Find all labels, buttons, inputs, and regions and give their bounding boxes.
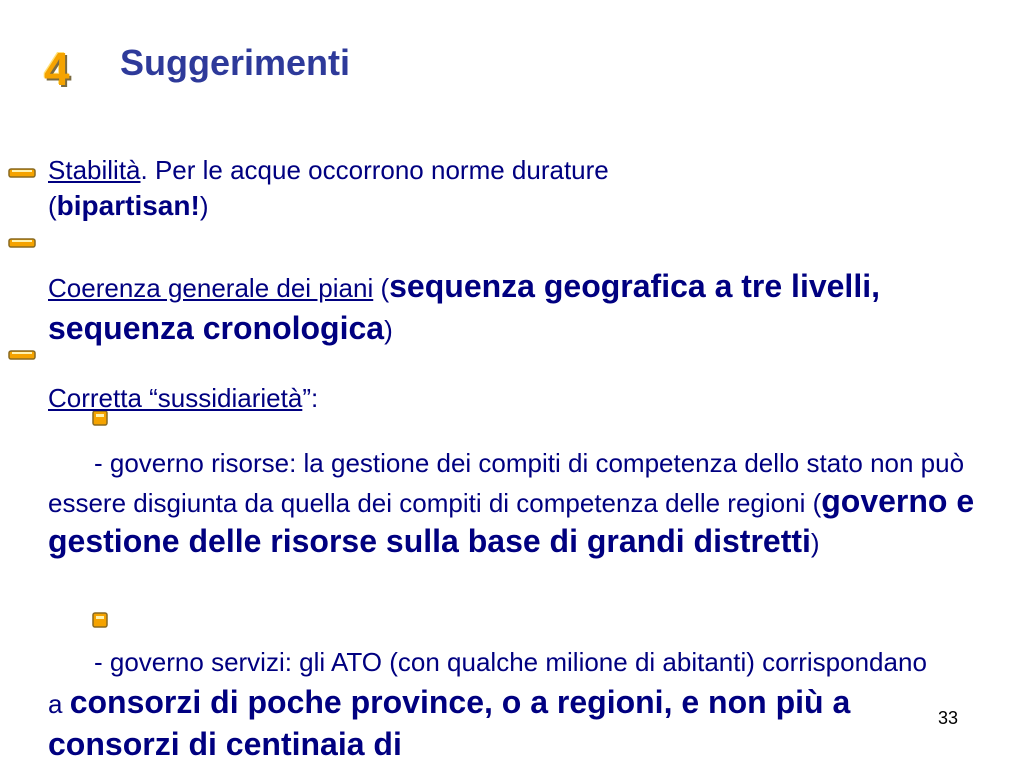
subitem-text: - governo servizi: gli ATO (con qualche milione di abitanti) corrispondano a bbox=[48, 647, 927, 719]
slide-title: Suggerimenti bbox=[120, 42, 351, 83]
subitem-services bbox=[48, 642, 928, 766]
dash-bullet-icon bbox=[8, 166, 38, 180]
subitem-resources bbox=[48, 444, 998, 562]
emphasis-text: bipartisan! bbox=[56, 190, 200, 221]
bullet-item-subsidiarity bbox=[48, 380, 998, 416]
bullet-item-coherence bbox=[48, 266, 998, 350]
paren-open: ( bbox=[373, 273, 390, 303]
bullet-text: . Per le acque occorrono norme durature bbox=[140, 155, 609, 185]
paren-close: ) bbox=[810, 528, 820, 558]
coherence-link[interactable]: Coerenza generale dei piani bbox=[48, 273, 374, 303]
slide-number-badge: 4 bbox=[44, 43, 70, 95]
emphasis-text: consorzi di poche province, o a regioni, e non più a consorzi di centinaia di bbox=[48, 684, 851, 762]
paren-close: ) bbox=[199, 191, 209, 221]
page-number: 33 bbox=[938, 708, 959, 728]
subitem-text: - governo risorse: la gestione dei compiti di competenza dello stato non può essere disgiunta da quella dei compiti di competenza delle regioni ( bbox=[48, 448, 965, 518]
bullet-item-stability bbox=[48, 152, 998, 224]
dash-bullet-icon bbox=[8, 348, 38, 362]
square-bullet-icon bbox=[92, 612, 108, 628]
paren-close: ) bbox=[384, 315, 393, 345]
emphasis-text: sequenza geografica a tre livelli, sequenza cronologica bbox=[48, 268, 880, 346]
stability-link[interactable]: Stabilità bbox=[48, 155, 141, 185]
bullet-text: ”: bbox=[302, 383, 319, 413]
subsidiarity-link[interactable]: Corretta “sussidiarietà bbox=[48, 383, 303, 413]
dash-bullet-icon bbox=[8, 236, 38, 250]
paren-open: ( bbox=[48, 191, 57, 221]
emphasis-text: governo e gestione delle risorse sulla base di grandi distretti bbox=[48, 483, 975, 559]
